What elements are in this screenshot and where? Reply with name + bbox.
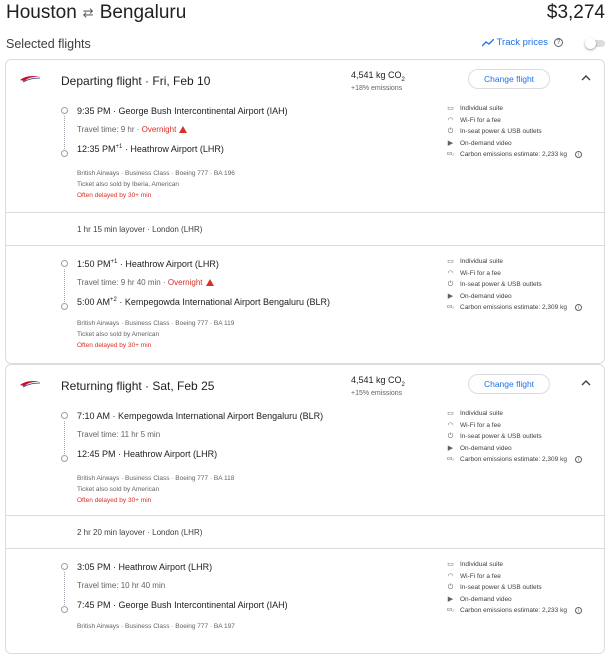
info-icon[interactable]: i bbox=[575, 607, 582, 614]
travel-time: Travel time: 11 hr 5 min bbox=[77, 430, 161, 439]
wifi-icon: ◠ bbox=[447, 116, 454, 124]
power-icon: ⏻ bbox=[447, 128, 454, 135]
timeline-dot bbox=[61, 606, 68, 613]
flight-details: British Airways · Business Class · Boeing 777 · BA 197 bbox=[77, 623, 235, 630]
seat-icon: ▭ bbox=[447, 105, 454, 112]
video-icon: ▶ bbox=[447, 139, 454, 147]
delay-warning: Often delayed by 30+ min bbox=[77, 342, 152, 349]
departing-header[interactable] bbox=[6, 60, 604, 100]
overnight-label: Overnight bbox=[167, 278, 203, 287]
amenities-list: ▭ Individual suite ◠ Wi-Fi for a fee ⏻ In-seat power & USB outlets ▶ On-demand video co₂ Carbon emissions estimate: 2,233 kg i bbox=[446, 559, 582, 617]
returning-leg-2 bbox=[6, 549, 604, 659]
warning-icon bbox=[179, 126, 187, 133]
timeline-dot bbox=[61, 150, 68, 157]
departing-emissions-pct: +18% emissions bbox=[351, 84, 403, 92]
co2-icon: co₂ bbox=[446, 151, 455, 157]
departure: 7:10 AM · Kempegowda International Airport Bengaluru (BLR) bbox=[77, 411, 324, 421]
timeline-dot bbox=[61, 455, 68, 462]
co2-icon: co₂ bbox=[446, 304, 455, 310]
timeline-dot bbox=[61, 260, 68, 267]
departure: 3:05 PM · Heathrow Airport (LHR) bbox=[77, 562, 213, 572]
departing-flight-card bbox=[5, 59, 605, 364]
wifi-icon: ◠ bbox=[447, 421, 454, 429]
chevron-up-icon[interactable] bbox=[580, 377, 592, 389]
co2-icon: co₂ bbox=[446, 607, 455, 613]
trending-icon bbox=[482, 39, 494, 47]
amenities-list: ▭ Individual suite ◠ Wi-Fi for a fee ⏻ In-seat power & USB outlets ▶ On-demand video co₂ Carbon emissions estimate: 2,309 kg i bbox=[446, 408, 582, 466]
seat-icon: ▭ bbox=[447, 561, 454, 568]
returning-header[interactable] bbox=[6, 365, 604, 405]
seat-icon: ▭ bbox=[447, 258, 454, 265]
delay-warning: Often delayed by 30+ min bbox=[77, 192, 152, 199]
power-icon: ⏻ bbox=[447, 584, 454, 591]
change-returning-button[interactable]: Change flight bbox=[468, 374, 550, 394]
help-icon[interactable]: ? bbox=[554, 38, 563, 47]
warning-icon bbox=[206, 279, 214, 286]
flight-details: British Airways · Business Class · Boeing 777 · BA 196 Ticket also sold by Iberia, American Often delayed by 30+ min bbox=[77, 170, 235, 199]
destination-city: Bengaluru bbox=[99, 2, 187, 23]
overnight-label: Overnight bbox=[141, 125, 177, 134]
track-prices[interactable] bbox=[482, 37, 563, 48]
co2-icon: co₂ bbox=[446, 456, 455, 462]
change-departing-button[interactable]: Change flight bbox=[468, 69, 550, 89]
track-prices-toggle[interactable] bbox=[585, 38, 607, 48]
amenities-list: ▭ Individual suite ◠ Wi-Fi for a fee ⏻ In-seat power & USB outlets ▶ On-demand video co₂ Carbon emissions estimate: 2,309 kg i bbox=[446, 256, 582, 314]
departure: 9:35 PM · George Bush Intercontinental Airport (IAH) bbox=[77, 106, 288, 116]
travel-time: Travel time: 9 hr · Overnight bbox=[77, 125, 187, 134]
delay-warning: Often delayed by 30+ min bbox=[77, 497, 152, 504]
departing-emissions: 4,541 kg $CO_2$ +18% emissions bbox=[351, 70, 405, 92]
seat-icon: ▭ bbox=[447, 410, 454, 417]
track-prices-label: Track prices bbox=[496, 37, 548, 48]
layover-row: 2 hr 20 min layover · London (LHR) bbox=[6, 515, 604, 549]
departure: 1:50 $PM^{+1}$ · Heathrow Airport (LHR) bbox=[77, 259, 219, 269]
arrival: 7:45 PM · George Bush Intercontinental Airport (IAH) bbox=[77, 600, 288, 610]
british-airways-logo bbox=[20, 75, 40, 83]
arrival: 5:00 $AM^{+2}$ · Kempegowda International Airport Bengaluru (BLR) bbox=[77, 297, 330, 307]
arrival: 12:45 PM · Heathrow Airport (LHR) bbox=[77, 449, 218, 459]
header bbox=[0, 0, 612, 30]
travel-time: Travel time: 10 hr 40 min bbox=[77, 581, 166, 590]
british-airways-logo bbox=[20, 380, 40, 388]
swap-arrows-icon: ⇄ bbox=[82, 5, 94, 20]
video-icon: ▶ bbox=[447, 444, 454, 452]
returning-title: Returning flight · Sat, Feb 25 bbox=[61, 379, 215, 393]
returning-emissions: 4,541 kg $CO_2$ +15% emissions bbox=[351, 375, 405, 397]
info-icon[interactable]: i bbox=[575, 304, 582, 311]
travel-time: Travel time: 9 hr 40 min · Overnight bbox=[77, 278, 214, 287]
arrival: 12:35 $PM^{+1}$ · Heathrow Airport (LHR) bbox=[77, 144, 224, 154]
layover-row: 1 hr 15 min layover · London (LHR) bbox=[6, 212, 604, 246]
flight-details: British Airways · Business Class · Boeing 777 · BA 118 Ticket also sold by American Often delayed by 30+ min bbox=[77, 475, 235, 504]
returning-emissions-pct: +15% emissions bbox=[351, 389, 403, 397]
timeline-dot bbox=[61, 563, 68, 570]
selected-flights-heading: Selected flights bbox=[6, 37, 91, 51]
returning-flight-card bbox=[5, 364, 605, 654]
info-icon[interactable]: i bbox=[575, 456, 582, 463]
power-icon: ⏻ bbox=[447, 281, 454, 288]
chevron-up-icon[interactable] bbox=[580, 72, 592, 84]
departing-leg-2 bbox=[6, 246, 604, 364]
timeline-dot bbox=[61, 412, 68, 419]
amenities-list: ▭ Individual suite ◠ Wi-Fi for a fee ⏻ In-seat power & USB outlets ▶ On-demand video co₂ Carbon emissions estimate: 2,233 kg i bbox=[446, 103, 582, 161]
timeline-dot bbox=[61, 107, 68, 114]
returning-leg-1 bbox=[6, 405, 604, 525]
route-title bbox=[6, 2, 186, 24]
wifi-icon: ◠ bbox=[447, 572, 454, 580]
video-icon: ▶ bbox=[447, 595, 454, 603]
origin-city: Houston bbox=[6, 2, 77, 23]
video-icon: ▶ bbox=[447, 292, 454, 300]
flight-details: British Airways · Business Class · Boeing 777 · BA 119 Ticket also sold by American Often delayed by 30+ min bbox=[77, 320, 235, 349]
info-icon[interactable]: i bbox=[575, 151, 582, 158]
wifi-icon: ◠ bbox=[447, 269, 454, 277]
departing-title: Departing flight · Fri, Feb 10 bbox=[61, 74, 211, 88]
total-price: $3,274 bbox=[546, 2, 605, 23]
power-icon: ⏻ bbox=[447, 433, 454, 440]
timeline-dot bbox=[61, 303, 68, 310]
